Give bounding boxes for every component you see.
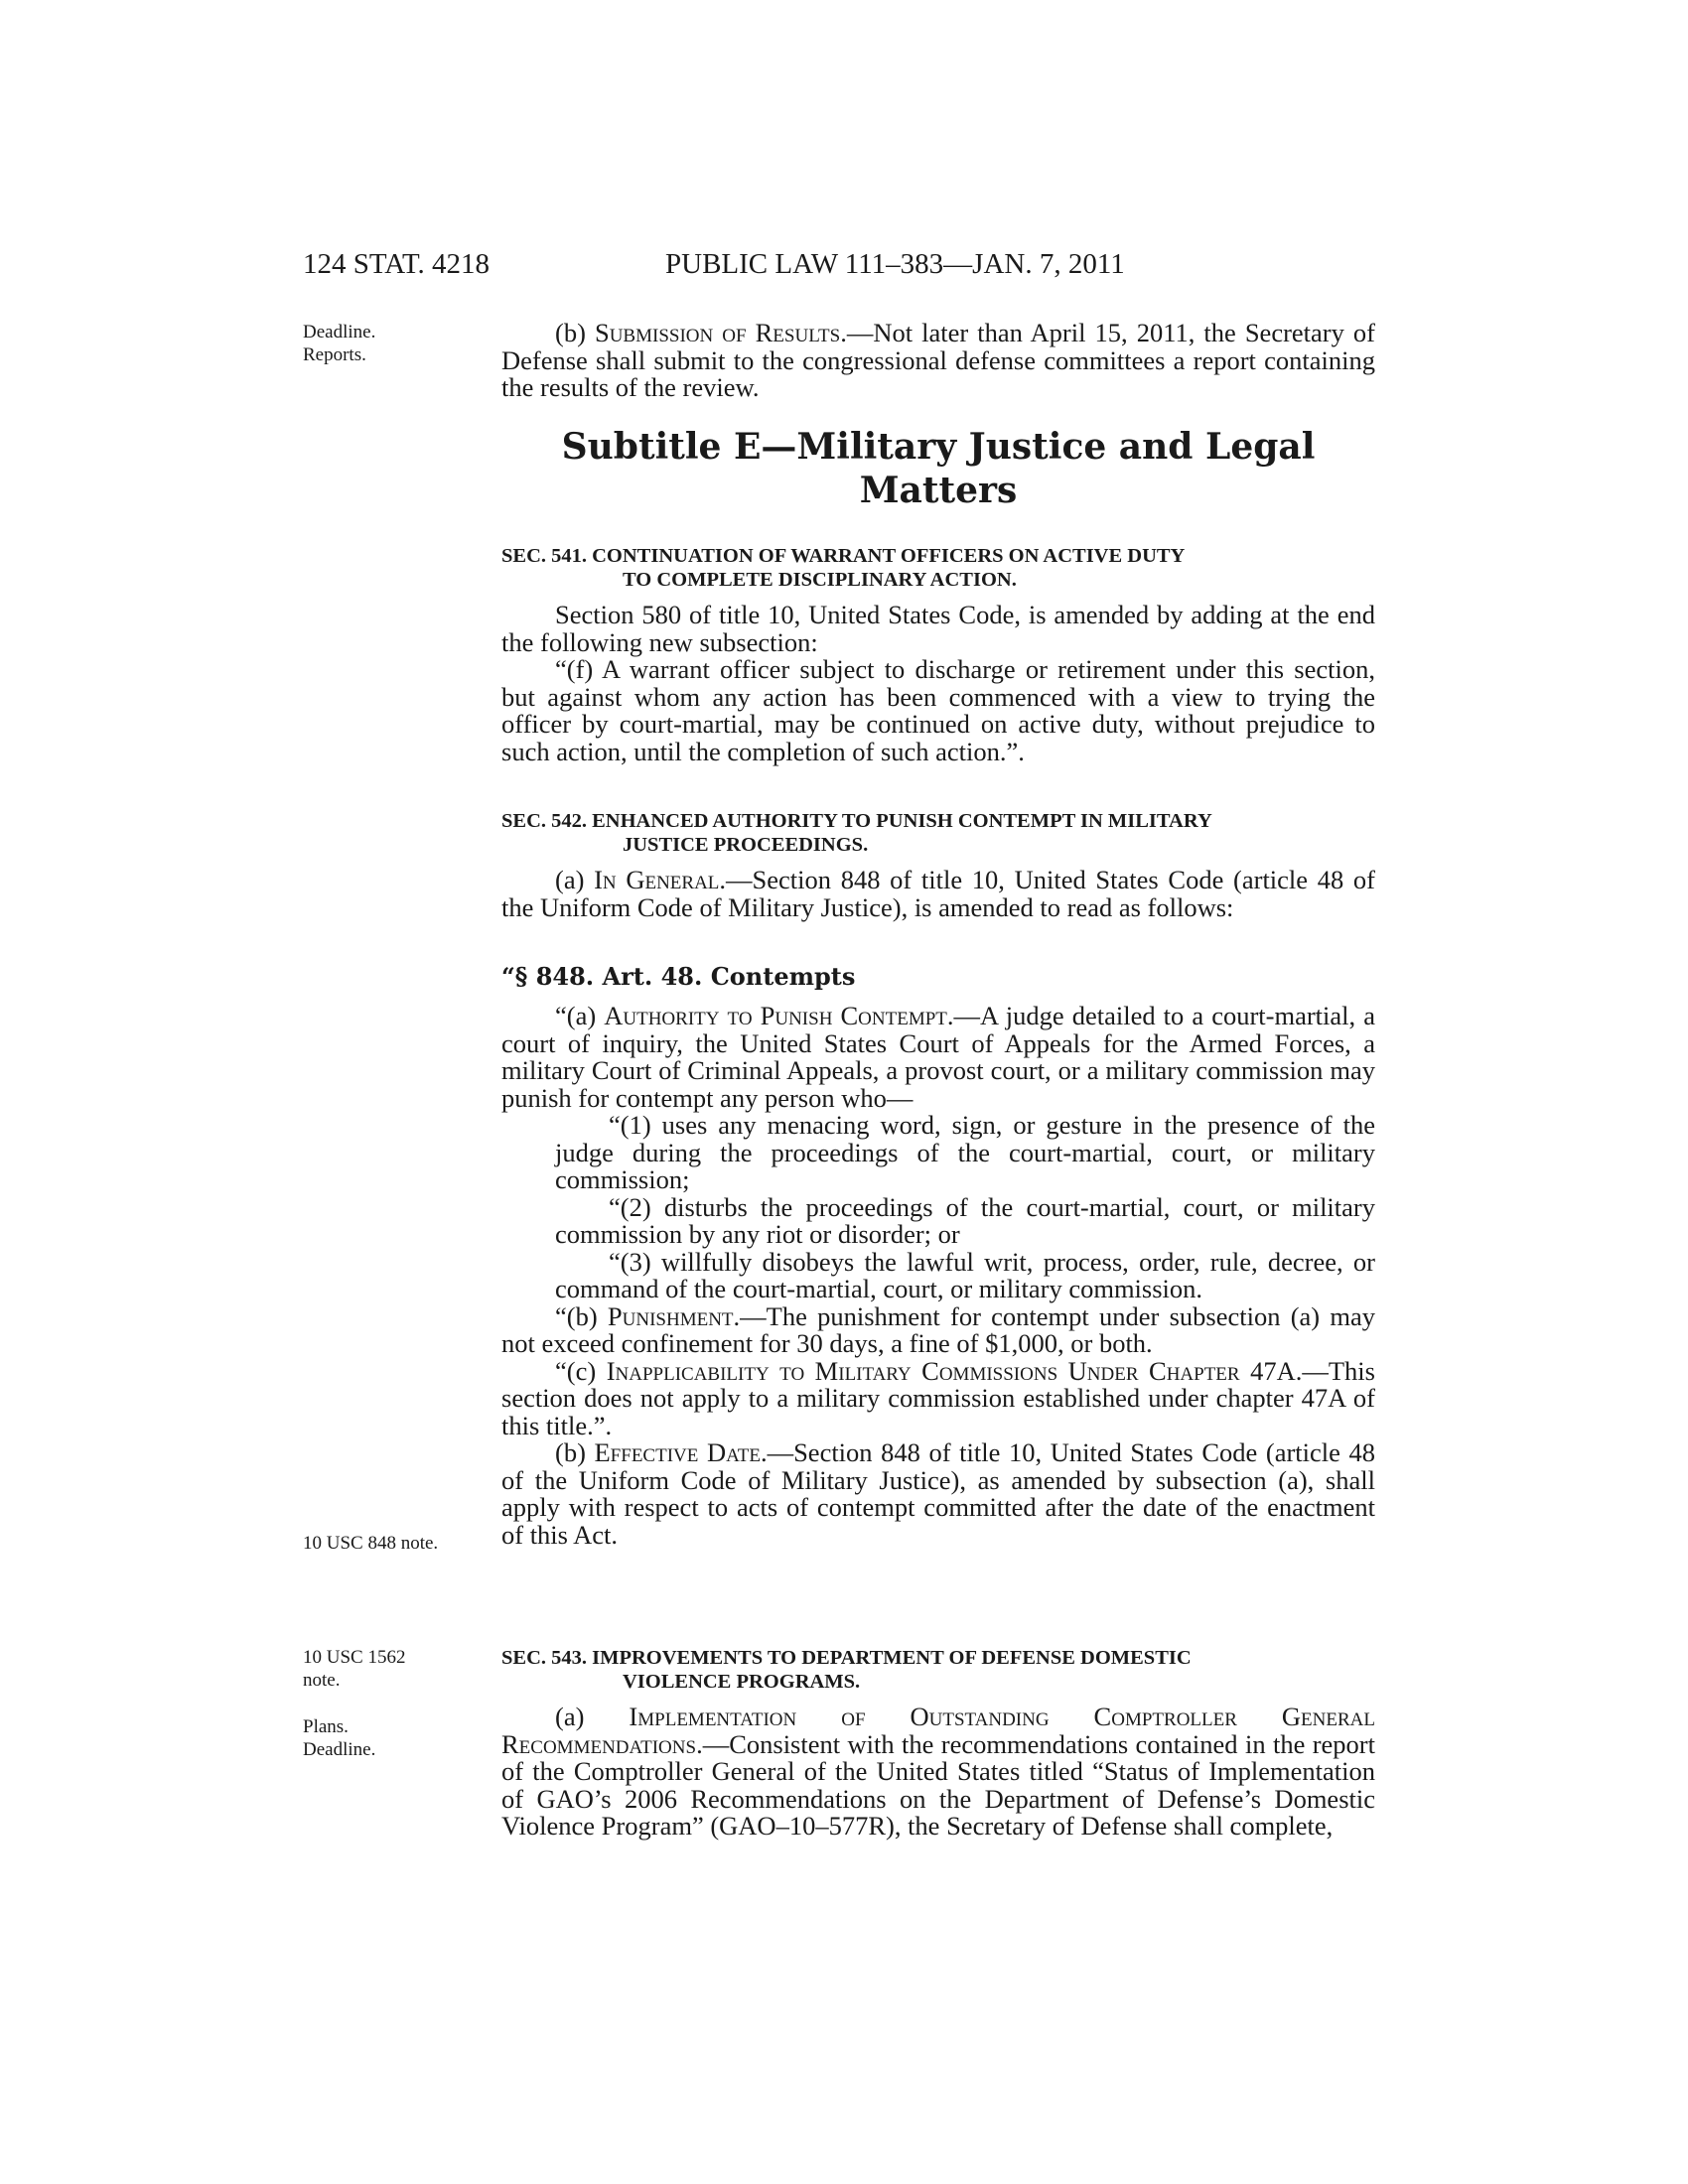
section-543-heading — [501, 1646, 1375, 1694]
section-541-body — [501, 602, 1375, 765]
section-heading-line: JUSTICE PROCEEDINGS. — [623, 834, 869, 856]
paragraph: Section 580 of title 10, United States Code, is amended by adding at the end the following new subsection: — [501, 600, 1375, 657]
para-label: “(b) — [555, 1300, 608, 1331]
paragraph-submission-of-results — [501, 320, 1375, 402]
section-543-subsection-a — [501, 1704, 1375, 1841]
margin-note-plans-deadline — [303, 1715, 452, 1761]
para-heading: Implementation of Outstanding Comptroller General Recommendations — [501, 1702, 1375, 1759]
para-label: (a) — [555, 1702, 630, 1731]
public-law-title: PUBLIC LAW 111–383—JAN. 7, 2011 — [665, 248, 1125, 280]
para-text: .—Section 848 of title 10, United States Code (article 48 of the Uniform Code of Military Justice), is amended to read as follows: — [501, 865, 1376, 922]
para-label: “(c) — [555, 1355, 607, 1386]
para-heading: Inapplicability to Military Commissions Under Chapter 47A — [606, 1355, 1296, 1386]
list-item: “(1) uses any menacing word, sign, or gesture in the presence of the judge during the proceedings of the court-martial, court, or military commission; — [555, 1110, 1375, 1194]
para-heading: Authority to Punish Contempt — [604, 1001, 947, 1030]
para-heading: Effective Date — [594, 1437, 761, 1467]
section-542-heading — [501, 809, 1375, 857]
margin-note-line: 10 USC 1562 — [303, 1647, 406, 1668]
margin-note-line: Reports. — [303, 344, 366, 365]
article-48-heading: “§ 848. Art. 48. Contempts — [501, 962, 856, 991]
margin-note-line: Deadline. — [303, 1739, 376, 1760]
margin-note-line: 10 USC 848 note. — [303, 1533, 439, 1554]
subtitle-heading — [501, 425, 1375, 512]
list-item: “(2) disturbs the proceedings of the court-martial, court, or military commission by any riot or disorder; or — [555, 1191, 1375, 1249]
paragraph: “(f) A warrant officer subject to discharge or retirement under this section, but against whom any action has been commenced with a view to trying the officer by court-martial, may be continued on active duty, without prejudice to such action, until the completion of such action.”. — [501, 654, 1375, 766]
section-542-subsection-a — [501, 867, 1375, 921]
para-text: .—Section 848 of title 10, United States Code (article 48 of the Uniform Code of Military Justice), as amended by subsection (a), shall apply with respect to acts of contempt committed after the date of the enactment of this Act. — [501, 1437, 1375, 1550]
para-heading: In General — [594, 865, 720, 894]
para-heading: Submission of Results — [594, 318, 841, 347]
para-label: (b) — [555, 318, 595, 347]
margin-note-line: Deadline. — [303, 322, 376, 342]
statute-page-number: 124 STAT. 4218 — [303, 248, 491, 280]
margin-note-1562 — [303, 1646, 452, 1692]
para-text: .—This section does not apply to a military commission established under chapter 47A of this title.”. — [501, 1355, 1375, 1440]
para-text: .—The punishment for contempt under subsection (a) may not exceed confinement for 30 days, a fine of $1,000, or both. — [501, 1300, 1375, 1358]
list-item: “(3) willfully disobeys the lawful writ, process, order, rule, decree, or command of the court-martial, court, or military commission. — [555, 1246, 1375, 1303]
page-header — [303, 248, 1375, 288]
subtitle-line: Subtitle E—Military Justice and Legal — [561, 426, 1316, 468]
margin-note-line: Plans. — [303, 1716, 349, 1737]
section-541-heading — [501, 544, 1375, 592]
subtitle-line: Matters — [859, 470, 1018, 511]
section-heading-line: SEC. 543. IMPROVEMENTS TO DEPARTMENT OF DEFENSE DOMESTIC — [501, 1647, 1192, 1669]
margin-note-deadline-reports — [303, 321, 452, 366]
para-text: .—Consistent with the recommendations contained in the report of the Comptroller General of the United States titled “Status of Implementation of GAO’s 2006 Recommendations on the Department of Defense’s Domestic Violence Program” (GAO–10–577R), the Secretary of Defense shall complete, — [501, 1728, 1375, 1841]
section-heading-line: SEC. 542. ENHANCED AUTHORITY TO PUNISH CONTEMPT IN MILITARY — [501, 810, 1212, 832]
margin-note-848 — [303, 1532, 452, 1555]
margin-note-line: note. — [303, 1670, 341, 1691]
para-text: .—Not later than April 15, 2011, the Secretary of Defense shall submit to the congressional defense committees a report containing the results of the review. — [501, 318, 1376, 402]
section-heading-line: VIOLENCE PROGRAMS. — [623, 1671, 861, 1693]
para-label: (a) — [555, 865, 595, 894]
article-48-body — [501, 1003, 1375, 1549]
para-heading: Punishment — [607, 1300, 734, 1331]
para-text: .—A judge detailed to a court-martial, a court of inquiry, the United States Court of Appeals for the Armed Forces, a military Court of Criminal Appeals, a provost court, or a military commission may punish for contempt any person who— — [501, 1001, 1375, 1113]
para-label: “(a) — [555, 1001, 605, 1030]
para-label: (b) — [555, 1437, 595, 1467]
section-heading-line: SEC. 541. CONTINUATION OF WARRANT OFFICERS ON ACTIVE DUTY — [501, 545, 1186, 567]
section-heading-line: TO COMPLETE DISCIPLINARY ACTION. — [623, 569, 1017, 591]
